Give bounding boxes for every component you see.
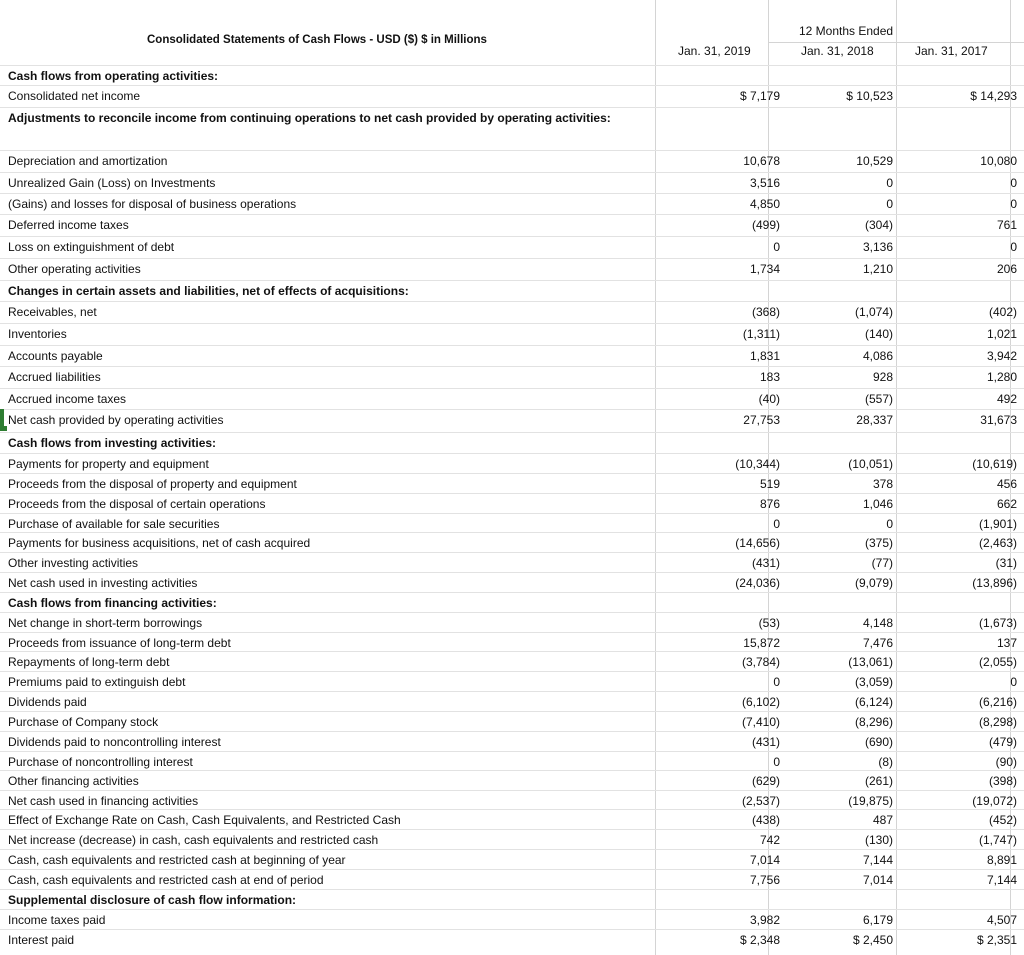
row-value: (1,673): [978, 616, 1017, 630]
row-value: 662: [996, 497, 1017, 511]
row-label: Proceeds from the disposal of property and equipment: [8, 477, 297, 491]
row-value: (6,102): [741, 695, 780, 709]
row-value: (398): [988, 774, 1017, 788]
row-value: 3,516: [749, 176, 780, 190]
row-value: (1,901): [978, 517, 1017, 531]
row-value: (13,061): [848, 655, 893, 669]
row-value: 0: [773, 517, 780, 531]
row-value: 0: [1010, 240, 1017, 254]
row-label: Cash, cash equivalents and restricted cash at end of period: [8, 873, 324, 887]
row-value: $ 2,351: [976, 933, 1017, 947]
row-value: (53): [758, 616, 780, 630]
table-row[interactable]: [0, 592, 1024, 612]
row-label: Income taxes paid: [8, 913, 106, 927]
row-label: Adjustments to reconcile income from continuing operations to net cash provided by operating activities:: [8, 111, 611, 125]
row-label: Purchase of available for sale securities: [8, 517, 220, 531]
row-value: (7,410): [741, 715, 780, 729]
table-row[interactable]: [0, 107, 1024, 150]
row-value: $ 2,348: [739, 933, 780, 947]
row-value: 3,136: [862, 240, 893, 254]
row-value: 28,337: [856, 413, 893, 427]
row-value: 7,144: [862, 853, 893, 867]
row-value: (431): [751, 556, 780, 570]
row-value: (1,747): [978, 833, 1017, 847]
table-row[interactable]: [0, 85, 1024, 107]
row-value: 31,673: [980, 413, 1017, 427]
row-value: $ 14,293: [970, 89, 1017, 103]
row-value: $ 7,179: [739, 89, 780, 103]
row-value: 0: [773, 755, 780, 769]
row-value: 4,148: [862, 616, 893, 630]
row-value: (629): [751, 774, 780, 788]
row-value: (2,537): [741, 794, 780, 808]
row-label: Cash flows from operating activities:: [8, 69, 219, 83]
row-value: (8,298): [978, 715, 1017, 729]
row-value: (431): [751, 735, 780, 749]
row-value: 0: [886, 517, 893, 531]
table-row[interactable]: [0, 572, 1024, 592]
row-label: Net cash used in investing activities: [8, 576, 198, 590]
table-row[interactable]: [0, 651, 1024, 671]
table-row[interactable]: [0, 172, 1024, 193]
row-value: (3,059): [854, 675, 893, 689]
table-row[interactable]: [0, 150, 1024, 172]
row-value: 1,021: [986, 327, 1017, 341]
table-row[interactable]: [0, 214, 1024, 236]
row-value: (10,344): [735, 457, 780, 471]
row-label: Net change in short-term borrowings: [8, 616, 203, 630]
row-value: 378: [872, 477, 893, 491]
row-value: 7,144: [986, 873, 1017, 887]
table-row[interactable]: [0, 751, 1024, 770]
row-value: 10,529: [856, 154, 893, 168]
column-header-2019: Jan. 31, 2019: [678, 44, 751, 58]
row-value: (14,656): [735, 536, 780, 550]
row-value: (40): [758, 392, 780, 406]
row-value: (10,619): [972, 457, 1017, 471]
row-label: Premiums paid to extinguish debt: [8, 675, 186, 689]
row-value: (368): [751, 305, 780, 319]
row-value: 0: [1010, 197, 1017, 211]
row-label: Deferred income taxes: [8, 218, 129, 232]
row-value: 4,507: [986, 913, 1017, 927]
row-value: 4,850: [749, 197, 780, 211]
row-value: 137: [996, 636, 1017, 650]
table-row[interactable]: [0, 770, 1024, 790]
table-row[interactable]: [0, 552, 1024, 572]
row-value: (8): [878, 755, 893, 769]
row-value: (24,036): [735, 576, 780, 590]
row-value: 928: [872, 370, 893, 384]
row-value: (452): [988, 813, 1017, 827]
row-value: 7,476: [862, 636, 893, 650]
row-value: 1,831: [749, 349, 780, 363]
row-label: Receivables, net: [8, 305, 97, 319]
row-value: (2,463): [978, 536, 1017, 550]
table-row[interactable]: [0, 612, 1024, 632]
table-row[interactable]: [0, 345, 1024, 366]
row-value: 456: [996, 477, 1017, 491]
row-value: 7,756: [749, 873, 780, 887]
row-value: (19,875): [848, 794, 893, 808]
row-label: Supplemental disclosure of cash flow information:: [8, 893, 297, 907]
table-row[interactable]: [0, 889, 1024, 909]
row-value: (375): [864, 536, 893, 550]
row-label: Inventories: [8, 327, 67, 341]
row-value: (10,051): [848, 457, 893, 471]
table-row[interactable]: [0, 388, 1024, 409]
table-row[interactable]: [0, 366, 1024, 388]
row-label: (Gains) and losses for disposal of business operations: [8, 197, 297, 211]
row-value: 487: [872, 813, 893, 827]
row-label: Depreciation and amortization: [8, 154, 168, 168]
row-label: Dividends paid to noncontrolling interest: [8, 735, 221, 749]
table-row[interactable]: [0, 236, 1024, 258]
row-value: (6,124): [854, 695, 893, 709]
row-label: Interest paid: [8, 933, 75, 947]
row-value: 0: [773, 240, 780, 254]
row-value: (479): [988, 735, 1017, 749]
row-value: (499): [751, 218, 780, 232]
table-row[interactable]: [0, 809, 1024, 829]
row-value: 742: [759, 833, 780, 847]
row-label: Purchase of noncontrolling interest: [8, 755, 193, 769]
row-label: Dividends paid: [8, 695, 87, 709]
row-value: 519: [759, 477, 780, 491]
row-label: Payments for business acquisitions, net of cash acquired: [8, 536, 311, 550]
row-value: 10,080: [980, 154, 1017, 168]
row-value: 1,280: [986, 370, 1017, 384]
table-row[interactable]: [0, 711, 1024, 731]
column-header-2018: Jan. 31, 2018: [801, 44, 874, 58]
row-label: Other financing activities: [8, 774, 139, 788]
row-value: 3,942: [986, 349, 1017, 363]
table-row[interactable]: [0, 790, 1024, 809]
row-value: 7,014: [749, 853, 780, 867]
row-value: (8,296): [854, 715, 893, 729]
row-label: Unrealized Gain (Loss) on Investments: [8, 176, 216, 190]
table-row[interactable]: [0, 193, 1024, 214]
row-value: (31): [995, 556, 1017, 570]
table-row[interactable]: [0, 691, 1024, 711]
row-value: $ 10,523: [846, 89, 893, 103]
row-value: (6,216): [978, 695, 1017, 709]
table-row[interactable]: [0, 280, 1024, 301]
header-divider: [768, 42, 1024, 43]
table-row[interactable]: [0, 909, 1024, 929]
row-label: Purchase of Company stock: [8, 715, 159, 729]
row-value: 183: [759, 370, 780, 384]
row-value: (2,055): [978, 655, 1017, 669]
row-value: (140): [864, 327, 893, 341]
row-label: Net cash provided by operating activities: [8, 413, 224, 427]
row-value: (557): [864, 392, 893, 406]
table-row[interactable]: [0, 409, 1024, 432]
row-value: (304): [864, 218, 893, 232]
row-label: Cash flows from investing activities:: [8, 436, 217, 450]
row-label: Cash, cash equivalents and restricted cash at beginning of year: [8, 853, 346, 867]
table-row[interactable]: [0, 532, 1024, 552]
row-label: Accrued income taxes: [8, 392, 127, 406]
table-row[interactable]: [0, 65, 1024, 85]
row-label: Other operating activities: [8, 262, 141, 276]
row-value: 0: [886, 176, 893, 190]
row-value: (1,311): [742, 327, 780, 341]
row-label: Proceeds from issuance of long-term debt: [8, 636, 231, 650]
table-row[interactable]: [0, 258, 1024, 280]
table-row[interactable]: [0, 731, 1024, 751]
row-value: (3,784): [741, 655, 780, 669]
fill-handle[interactable]: [0, 426, 7, 431]
row-label: Cash flows from financing activities:: [8, 596, 217, 610]
row-value: (9,079): [854, 576, 893, 590]
row-label: Repayments of long-term debt: [8, 655, 170, 669]
row-value: 8,891: [986, 853, 1017, 867]
row-label: Accounts payable: [8, 349, 103, 363]
row-value: (261): [864, 774, 893, 788]
table-row[interactable]: [0, 869, 1024, 889]
statement-title: Consolidated Statements of Cash Flows - USD ($) $ in Millions: [147, 34, 487, 46]
row-value: $ 2,450: [852, 933, 893, 947]
row-value: (130): [864, 833, 893, 847]
row-value: 27,753: [743, 413, 780, 427]
row-value: (77): [871, 556, 893, 570]
row-value: 492: [996, 392, 1017, 406]
table-row[interactable]: [0, 513, 1024, 532]
table-row[interactable]: [0, 632, 1024, 651]
row-label: Net cash used in financing activities: [8, 794, 199, 808]
table-row[interactable]: [0, 929, 1024, 951]
table-row[interactable]: [0, 323, 1024, 345]
table-row[interactable]: [0, 829, 1024, 849]
row-label: Effect of Exchange Rate on Cash, Cash Equivalents, and Restricted Cash: [8, 813, 401, 827]
table-row[interactable]: [0, 671, 1024, 691]
row-label: Proceeds from the disposal of certain operations: [8, 497, 266, 511]
row-value: 0: [886, 197, 893, 211]
row-label: Changes in certain assets and liabilities, net of effects of acquisitions:: [8, 284, 409, 298]
row-value: (19,072): [972, 794, 1017, 808]
table-row[interactable]: [0, 493, 1024, 513]
row-value: (13,896): [972, 576, 1017, 590]
row-value: 0: [1010, 675, 1017, 689]
row-value: 4,086: [862, 349, 893, 363]
row-label: Loss on extinguishment of debt: [8, 240, 175, 254]
row-value: 3,982: [749, 913, 780, 927]
row-value: (1,074): [854, 305, 893, 319]
table-row[interactable]: [0, 849, 1024, 869]
row-label: Other investing activities: [8, 556, 139, 570]
row-value: 15,872: [743, 636, 780, 650]
row-value: 1,210: [862, 262, 893, 276]
row-label: Net increase (decrease) in cash, cash equivalents and restricted cash: [8, 833, 379, 847]
row-value: (402): [988, 305, 1017, 319]
table-row[interactable]: [0, 432, 1024, 453]
table-row[interactable]: [0, 301, 1024, 323]
row-value: 7,014: [862, 873, 893, 887]
row-label: Accrued liabilities: [8, 370, 101, 384]
table-row[interactable]: [0, 473, 1024, 493]
row-value: 0: [773, 675, 780, 689]
row-value: (90): [995, 755, 1017, 769]
column-header-2017: Jan. 31, 2017: [915, 44, 988, 58]
row-value: 876: [759, 497, 780, 511]
row-label: Payments for property and equipment: [8, 457, 209, 471]
row-value: 6,179: [862, 913, 893, 927]
row-value: (438): [751, 813, 780, 827]
row-label: Consolidated net income: [8, 89, 141, 103]
row-value: 761: [996, 218, 1017, 232]
table-row[interactable]: [0, 453, 1024, 473]
row-value: 1,734: [749, 262, 780, 276]
row-value: 1,046: [862, 497, 893, 511]
row-value: (690): [864, 735, 893, 749]
row-value: 0: [1010, 176, 1017, 190]
row-value: 206: [996, 262, 1017, 276]
row-value: 10,678: [743, 154, 780, 168]
period-group-header: 12 Months Ended: [799, 24, 894, 38]
